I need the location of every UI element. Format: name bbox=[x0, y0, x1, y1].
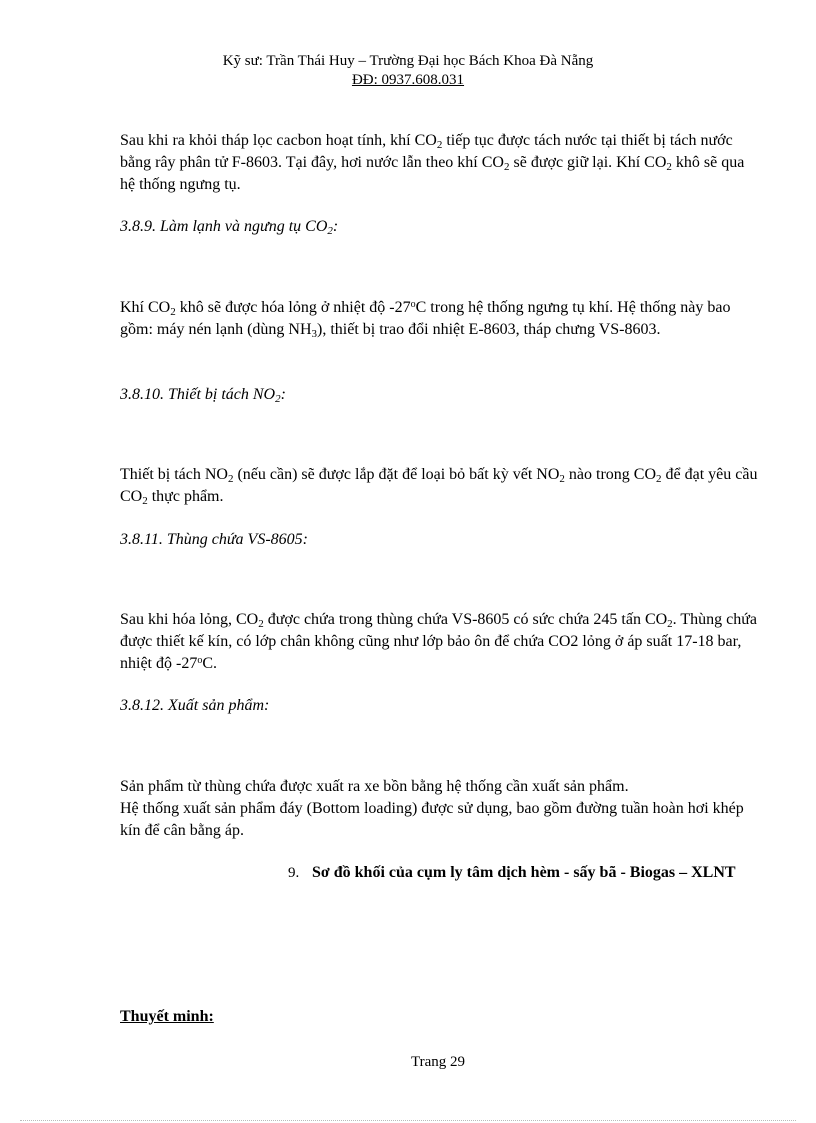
text-run: . Thùng chứa được thiết kế kín, có lớp chân không cũng như lớp bảo ôn để chứa CO2 lỏng ở áp suất 17-18 bar, nhiệt độ -27 bbox=[120, 611, 758, 672]
page-header bbox=[0, 52, 816, 90]
subscript: 2 bbox=[275, 393, 281, 405]
page-number: Trang 29 bbox=[410, 1054, 466, 1070]
heading-3-8-11: 3.8.11. Thùng chứa VS-8605: bbox=[120, 531, 308, 548]
page-bottom-divider bbox=[20, 1120, 796, 1121]
text-run: thực phẩm. bbox=[147, 488, 224, 505]
subscript: 2 bbox=[170, 306, 176, 318]
paragraph-product-export bbox=[120, 776, 765, 842]
export-line-1: Sản phẩm từ thùng chứa được xuất ra xe bồn bằng hệ thống cần xuất sản phẩm. bbox=[120, 778, 629, 795]
text-run: sẽ được giữ lại. Khí CO bbox=[509, 154, 667, 171]
superscript: o bbox=[410, 299, 416, 310]
subscript: 2 bbox=[327, 225, 333, 237]
text-run: ), thiết bị trao đổi nhiệt E-8603, tháp chưng VS-8603. bbox=[317, 321, 661, 338]
subscript: 2 bbox=[258, 618, 264, 630]
text-run: khô sẽ qua hệ thống ngưng tụ. bbox=[120, 154, 745, 193]
text-run: nào trong CO bbox=[564, 466, 656, 483]
header-phone: ĐĐ: 0937.608.031 bbox=[351, 72, 465, 88]
text-run: 3.8.9. Làm lạnh và ngưng tụ CO bbox=[120, 218, 328, 235]
text-run: Sau khi ra khỏi tháp lọc cacbon hoạt tính, khí CO bbox=[120, 132, 437, 149]
subscript: 2 bbox=[667, 618, 673, 630]
section-number: 9. bbox=[288, 865, 300, 881]
text-run: tiếp tục được tách nước tại thiết bị tách nước bằng rây phân tử F-8603. Tại đây, hơi nước lẫn theo khí CO bbox=[120, 132, 733, 171]
paragraph-no2-removal bbox=[120, 464, 760, 508]
text-run: (nếu cần) sẽ được lắp đặt để loại bỏ bất kỳ vết NO bbox=[233, 466, 560, 483]
section-9-heading bbox=[288, 862, 768, 884]
subscript: 2 bbox=[142, 495, 148, 507]
heading-3-8-9 bbox=[120, 216, 338, 238]
superscript: o bbox=[197, 655, 203, 666]
thuyet-minh-label: Thuyết minh: bbox=[120, 1008, 214, 1025]
paragraph-storage-tank bbox=[120, 609, 760, 675]
heading-3-8-10 bbox=[120, 384, 286, 406]
text-run: Sau khi hóa lỏng, CO bbox=[120, 611, 259, 628]
subscript: 2 bbox=[666, 161, 672, 173]
subscript: 2 bbox=[503, 161, 510, 173]
subscript: 3 bbox=[311, 328, 318, 340]
text-run: : bbox=[332, 218, 339, 235]
header-author: Kỹ sư: Trần Thái Huy – Trường Đại học Bách Khoa Đà Nẵng bbox=[222, 53, 594, 69]
paragraph-condensation bbox=[120, 297, 760, 341]
text-run: C. bbox=[202, 655, 217, 672]
text-run: Khí CO bbox=[120, 299, 171, 316]
paragraph-dehydration bbox=[120, 130, 760, 196]
text-run: 3.8.10. Thiết bị tách NO bbox=[120, 386, 276, 403]
text-run: : bbox=[280, 386, 286, 403]
subscript: 2 bbox=[227, 473, 234, 485]
text-run: được chứa trong thùng chứa VS-8605 có sức chứa 245 tấn CO bbox=[263, 611, 668, 628]
subscript: 2 bbox=[559, 473, 565, 485]
text-run: C trong hệ thống ngưng tụ khí. Hệ thống này bao gồm: máy nén lạnh (dùng NH bbox=[120, 299, 731, 338]
subscript: 2 bbox=[436, 139, 443, 151]
text-run: để đạt yêu cầu CO bbox=[120, 466, 758, 505]
text-run: khô sẽ được hóa lỏng ở nhiệt độ -27 bbox=[175, 299, 411, 316]
text-run: Thiết bị tách NO bbox=[120, 466, 228, 483]
section-title: Sơ đồ khối của cụm ly tâm dịch hèm - sấy bã - Biogas – XLNT bbox=[312, 864, 736, 881]
heading-3-8-12: 3.8.12. Xuất sản phẩm: bbox=[120, 697, 270, 714]
export-line-2: Hệ thống xuất sản phẩm đáy (Bottom loading) được sử dụng, bao gồm đường tuần hoàn hơi khép kín để cân bằng áp. bbox=[120, 800, 744, 839]
subscript: 2 bbox=[656, 473, 662, 485]
